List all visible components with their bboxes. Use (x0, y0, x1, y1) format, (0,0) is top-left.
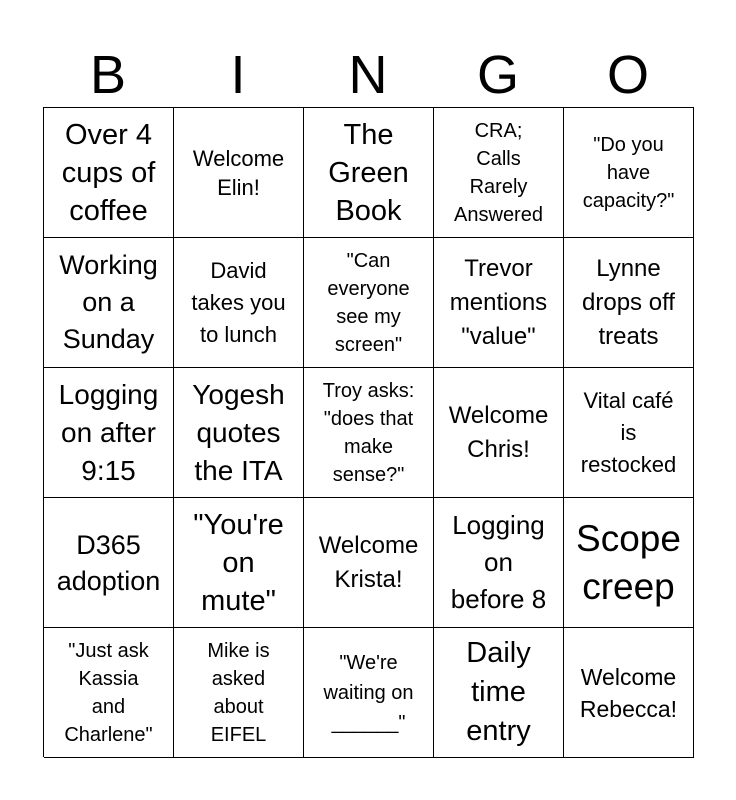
bingo-cell-r5-c4[interactable] (434, 628, 564, 758)
bingo-cell-r2-c2[interactable] (174, 238, 304, 368)
header-letter-n: N (348, 45, 388, 105)
bingo-cell-r3-c5[interactable] (564, 368, 694, 498)
bingo-cell-r5-c5[interactable] (564, 628, 694, 758)
cell-text: Welcome Chris! (448, 401, 549, 463)
bingo-cell-r3-c1[interactable] (44, 368, 174, 498)
bingo-cell-r4-c2[interactable] (174, 498, 304, 628)
bingo-cell-r4-c4[interactable] (434, 498, 564, 628)
bingo-cell-r2-c5[interactable] (564, 238, 694, 368)
bingo-cell-r4-c5[interactable] (564, 498, 694, 628)
cell-text: Welcome Krista! (318, 531, 419, 593)
cell-text: Logging on before 8 (450, 510, 547, 614)
bingo-cell-r3-c3[interactable] (304, 368, 434, 498)
cell-text: Welcome Rebecca! (579, 663, 678, 722)
cell-text: Scope creep (576, 517, 681, 607)
bingo-cell-r1-c2[interactable] (174, 108, 304, 238)
cell-text: Working on a Sunday (59, 250, 158, 354)
header-letter-g: G (476, 45, 519, 105)
header-letter-b: B (89, 45, 127, 105)
cell-text: "Can everyone see my screen" (327, 249, 410, 356)
cell-text: The Green Book (328, 118, 409, 227)
cell-text: Daily time entry (466, 637, 531, 747)
cell-text: Mike is asked about EIFEL (207, 639, 270, 746)
bingo-cell-r4-c1[interactable] (44, 498, 174, 628)
bingo-header (43, 42, 693, 108)
bingo-grid (43, 107, 694, 757)
header-letter-o: O (606, 45, 649, 105)
bingo-cell-r2-c4[interactable] (434, 238, 564, 368)
cell-text: Welcome Elin! (192, 145, 285, 200)
header-letter-i: I (230, 45, 246, 105)
cell-text: Lynne drops off treats (582, 254, 675, 350)
cell-text: CRA; Calls Rarely Answered (454, 119, 543, 226)
cell-text: D365 adoption (56, 529, 161, 596)
bingo-cell-r1-c3[interactable] (304, 108, 434, 238)
bingo-cell-r1-c4[interactable] (434, 108, 564, 238)
bingo-cell-r5-c3[interactable] (304, 628, 434, 758)
cell-text: David takes you to lunch (191, 257, 286, 347)
bingo-cell-r2-c3[interactable] (304, 238, 434, 368)
bingo-cell-r3-c4[interactable] (434, 368, 564, 498)
cell-text: Vital café is restocked (580, 387, 677, 477)
bingo-cell-r5-c2[interactable] (174, 628, 304, 758)
cell-text: "Just ask Kassia and Charlene" (64, 639, 153, 746)
cell-text: Logging on after 9:15 (58, 378, 159, 486)
bingo-cell-r2-c1[interactable] (44, 238, 174, 368)
cell-text: "Do you have capacity?" (582, 133, 675, 212)
bingo-cell-r5-c1[interactable] (44, 628, 174, 758)
cell-text: Trevor mentions "value" (449, 254, 548, 350)
cell-text: Yogesh quotes the ITA (192, 378, 285, 486)
bingo-cell-r1-c5[interactable] (564, 108, 694, 238)
cell-text: "We're waiting on ______" (323, 651, 414, 734)
bingo-cell-r3-c2[interactable] (174, 368, 304, 498)
cell-text: Troy asks: "does that make sense?" (322, 379, 415, 486)
bingo-cell-r1-c1[interactable] (44, 108, 174, 238)
bingo-cell-r4-c3[interactable] (304, 498, 434, 628)
cell-text: Over 4 cups of coffee (61, 118, 156, 227)
cell-text: "You're on mute" (193, 508, 284, 617)
